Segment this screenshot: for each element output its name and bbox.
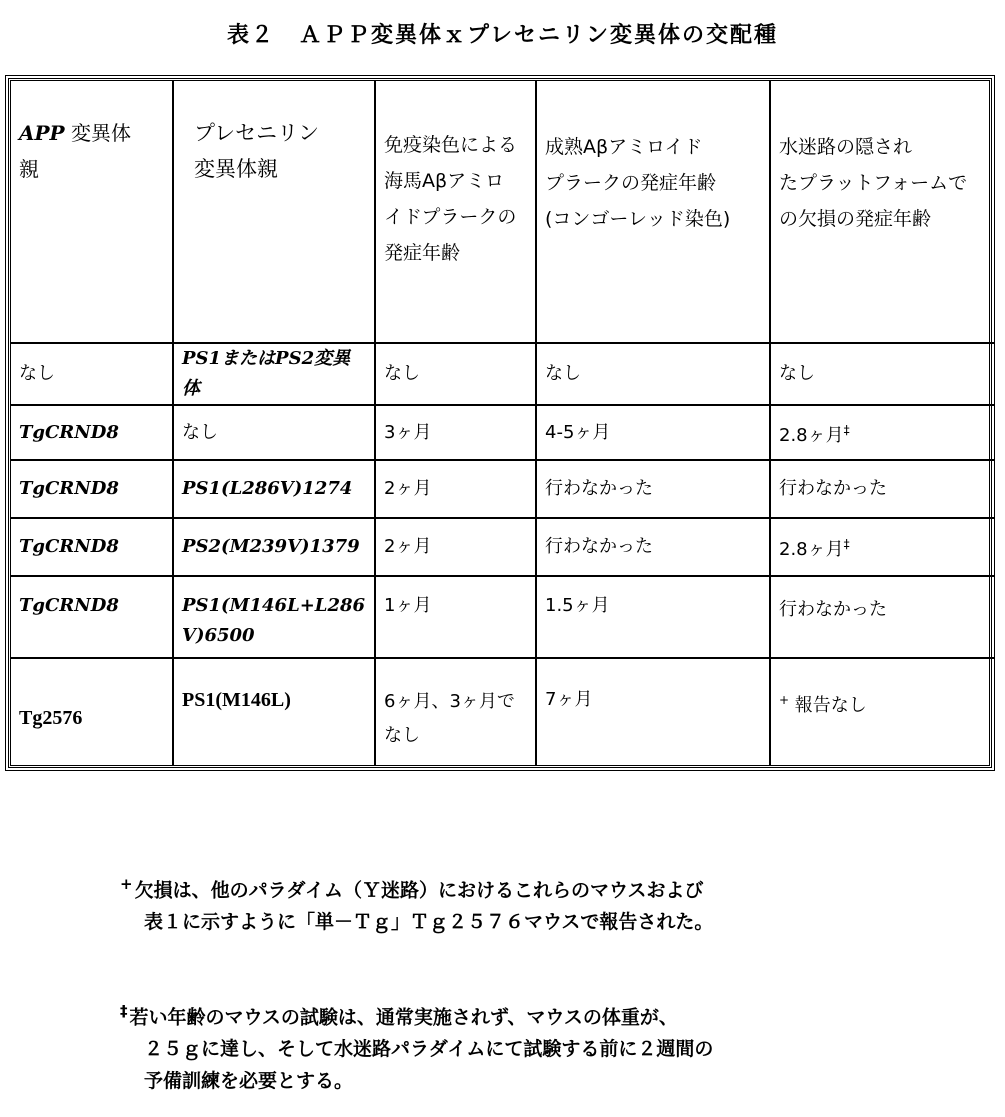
header-congo-onset: 成熟Aβアミロイド プラークの発症年齢 (コンゴーレッド染色) [536, 81, 770, 343]
cell-presenilin: PS1またはPS2変異体 [173, 343, 375, 405]
cell-watermaze: + 報告なし [770, 658, 995, 765]
cell-presenilin: PS1(L286V)1274 [173, 460, 375, 518]
crossbreed-table-grid [11, 81, 995, 765]
table-row [11, 518, 995, 576]
double-dagger-mark: ‡ [843, 537, 850, 551]
cell-ihc: 2ヶ月 [375, 460, 536, 518]
table-row [11, 405, 995, 460]
table-title: 表２ ＡＰＰ変異体ｘプレセニリン変異体の交配種 [226, 23, 779, 48]
plus-mark: + [779, 693, 790, 707]
cell-watermaze: 行わなかった [770, 460, 995, 518]
table-row [11, 576, 995, 658]
footnote-double-dagger: ‡ 若い年齢のマウスの試験は、通常実施されず、マウスの体重が、 ２５ｇに達し、そして水迷路パラダイムにて試験する前に２週間の 予備訓練を必要とする。 [120, 1002, 714, 1093]
cell-app: TgCRND8 [11, 460, 173, 518]
cell-congo: 1.5ヶ月 [536, 576, 770, 658]
cell-ihc: 6ヶ月、3ヶ月でなし [375, 658, 536, 765]
cell-ihc: 1ヶ月 [375, 576, 536, 658]
cell-watermaze: 2.8ヶ月‡ [770, 405, 995, 460]
cell-congo: 7ヶ月 [536, 658, 770, 765]
header-ihc-onset: 免疫染色による 海馬Aβアミロ イドプラークの 発症年齢 [375, 81, 536, 343]
plus-mark: + [120, 875, 133, 893]
double-dagger-mark: ‡ [843, 422, 850, 437]
header-app-parent: APP 変異体 親 [11, 81, 173, 343]
footnote-plus: + 欠損は、他のパラダイム（Ｙ迷路）におけるこれらのマウスおよび 表１に示すように「単－Ｔｇ」Ｔｇ２５７６マウスで報告された。 [120, 875, 714, 934]
crossbreed-table [8, 78, 992, 768]
cell-presenilin: PS2(M239V)1379 [173, 518, 375, 576]
double-dagger-mark: ‡ [120, 1002, 128, 1020]
cell-app: Tg2576 [11, 658, 173, 765]
cell-app: TgCRND8 [11, 518, 173, 576]
cell-congo: なし [536, 343, 770, 405]
cell-congo: 4-5ヶ月 [536, 405, 770, 460]
table-row [11, 460, 995, 518]
cell-watermaze: 2.8ヶ月‡ [770, 518, 995, 576]
cell-ihc: 3ヶ月 [375, 405, 536, 460]
table-row [11, 343, 995, 405]
cell-app: TgCRND8 [11, 405, 173, 460]
table-row [11, 658, 995, 765]
cell-presenilin: なし [173, 405, 375, 460]
cell-presenilin: PS1(M146L+L286V)6500 [173, 576, 375, 658]
cell-watermaze: 行わなかった [770, 576, 995, 658]
cell-congo: 行わなかった [536, 460, 770, 518]
cell-presenilin: PS1(M146L) [173, 658, 375, 765]
cell-congo: 行わなかった [536, 518, 770, 576]
header-presenilin-parent: プレセニリン 変異体親 [173, 81, 375, 343]
cell-ihc: なし [375, 343, 536, 405]
cell-watermaze: なし [770, 343, 995, 405]
cell-app: TgCRND8 [11, 576, 173, 658]
header-watermaze-onset: 水迷路の隠され たプラットフォームで の欠損の発症年齢 [770, 81, 995, 343]
header-row [11, 81, 995, 343]
cell-app: なし [11, 343, 173, 405]
cell-ihc: 2ヶ月 [375, 518, 536, 576]
